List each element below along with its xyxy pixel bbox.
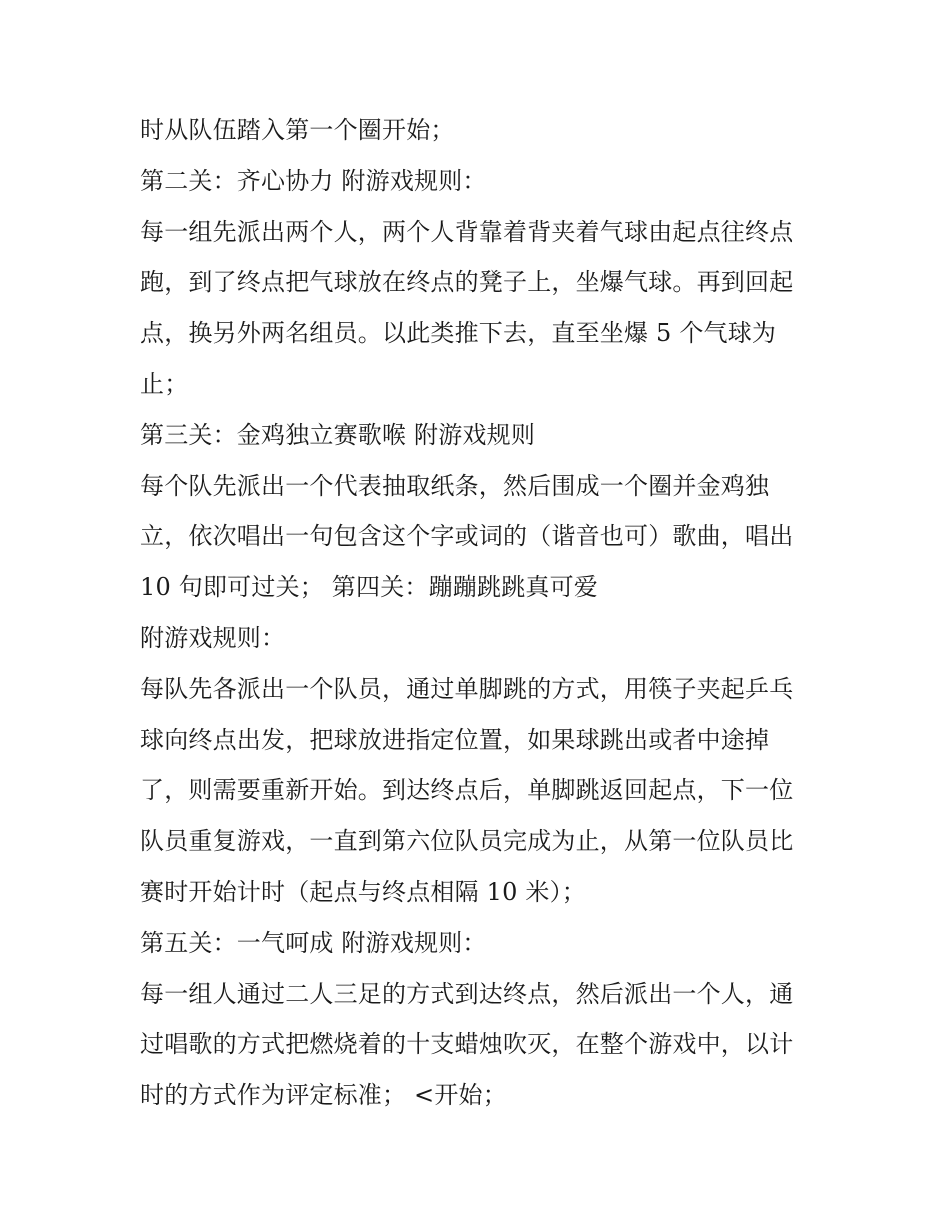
section-heading-level-3: 第三关：金鸡独立赛歌喉 附游戏规则 <box>140 420 536 449</box>
text-line: 附游戏规则： <box>140 623 286 652</box>
text-line: 立，依次唱出一句包含这个字或词的（谐音也可）歌曲，唱出 <box>140 522 794 551</box>
text-line: 每一组先派出两个人，两个人背靠着背夹着气球由起点往终点 <box>140 217 794 246</box>
text-line: 止； <box>140 369 189 398</box>
section-heading-level-2: 第二关：齐心协力 附游戏规则： <box>140 166 487 195</box>
text-line: 10 句即可过关； 第四关：蹦蹦跳跳真可爱 <box>140 573 598 602</box>
text-line: 时的方式作为评定标准； <开始； <box>140 1081 507 1110</box>
text-line: 球向终点出发，把球放进指定位置，如果球跳出或者中途掉 <box>140 725 770 754</box>
text-line: 赛时开始计时（起点与终点相隔 10 米）； <box>140 877 586 906</box>
text-line: 时从队伍踏入第一个圈开始； <box>140 116 455 144</box>
text-line: 每一组人通过二人三足的方式到达终点，然后派出一个人，通 <box>140 979 794 1008</box>
text-line: 过唱歌的方式把燃烧着的十支蜡烛吹灭，在整个游戏中，以计 <box>140 1030 794 1059</box>
text-line: 每队先各派出一个队员，通过单脚跳的方式，用筷子夹起乒乓 <box>140 674 794 703</box>
text-line: 了，则需要重新开始。到达终点后，单脚跳返回起点，下一位 <box>140 776 794 805</box>
document-body <box>140 105 820 1121</box>
section-heading-level-5: 第五关：一气呵成 附游戏规则： <box>140 928 487 957</box>
text-line: 点，换另外两名组员。以此类推下去，直至坐爆 5 个气球为 <box>140 319 777 348</box>
text-line: 每个队先派出一个代表抽取纸条，然后围成一个圈并金鸡独 <box>140 471 770 500</box>
text-line: 队员重复游戏，一直到第六位队员完成为止，从第一位队员比 <box>140 827 794 856</box>
text-line: 跑，到了终点把气球放在终点的凳子上，坐爆气球。再到回起 <box>140 268 794 297</box>
